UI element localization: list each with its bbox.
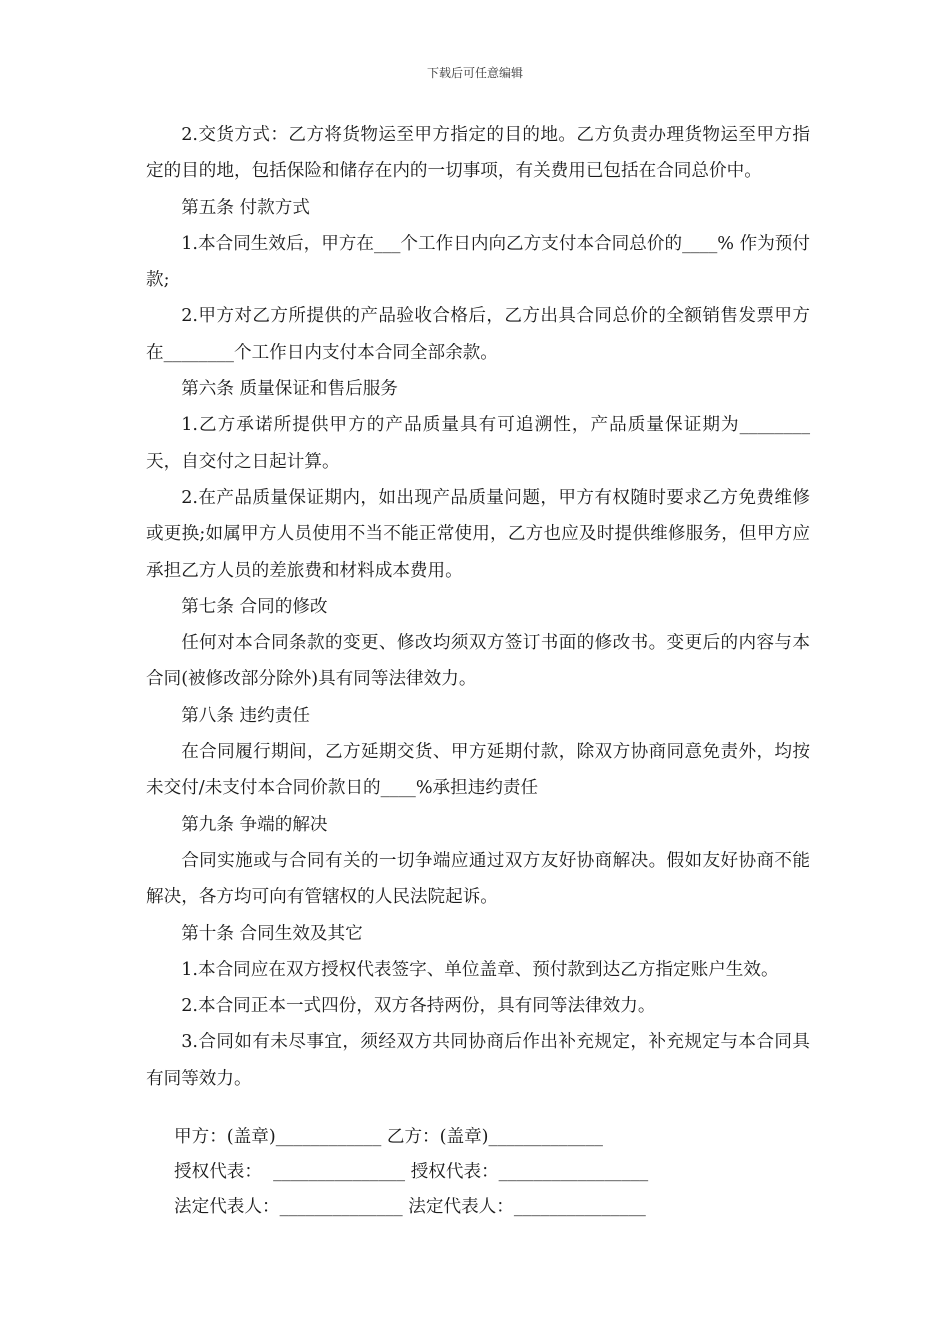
clause-5-item-2: 2.甲方对乙方所提供的产品验收合格后，乙方出具合同总价的全额销售发票甲方在________个工作日内支付本合同全部余款。 (146, 306, 810, 363)
article-7-heading: 第七条 合同的修改 (181, 596, 328, 617)
clause-10-item-3: 3.合同如有未尽事宜，须经双方共同协商后作出补充规定，补充规定与本合同具有同等效力。 (146, 1032, 810, 1089)
clause-9-text: 合同实施或与合同有关的一切争端应通过双方友好协商解决。假如友好协商不能解决，各方均可向有管辖权的人民法院起诉。 (146, 850, 810, 908)
clause-8-text: 在合同履行期间，乙方延期交货、甲方延期付款，除双方协商同意免责外，均按未交付/未支付本合同价款日的____%承担违约责任 (146, 742, 810, 799)
article-5-heading: 第五条 付款方式 (181, 197, 310, 218)
signature-party-seals: 甲方：(盖章)____________ 乙方：(盖章)_____________ (174, 1127, 603, 1147)
article-6-heading: 第六条 质量保证和售后服务 (181, 379, 398, 400)
article-10-heading: 第十条 合同生效及其它 (181, 923, 363, 944)
clause-10-item-1: 1.本合同应在双方授权代表签字、单位盖章、预付款到达乙方指定账户生效。 (181, 959, 779, 980)
signature-authorized-reps: 授权代表： _______________ 授权代表：_________________ (174, 1162, 649, 1182)
article-9-heading: 第九条 争端的解决 (181, 814, 328, 835)
clause-4-delivery-item-2: 2.交货方式：乙方将货物运至甲方指定的目的地。乙方负责办理货物运至甲方指定的目的地，包括保险和储存在内的一切事项，有关费用已包括在合同总价中。 (146, 125, 810, 182)
clause-10-item-2: 2.本合同正本一式四份，双方各持两份，具有同等法律效力。 (181, 996, 656, 1017)
article-8-heading: 第八条 违约责任 (181, 705, 310, 726)
page-header: 下载后可任意编辑 (426, 66, 523, 80)
signature-legal-reps: 法定代表人：______________ 法定代表人：_______________ (174, 1197, 646, 1217)
clause-6-item-1: 1.乙方承诺所提供甲方的产品质量具有可追溯性，产品质量保证期为________天，自交付之日起计算。 (146, 415, 810, 472)
contract-body (146, 117, 810, 1097)
clause-5-item-1: 1.本合同生效后，甲方在___个工作日内向乙方支付本合同总价的____% 作为预付款; (146, 233, 810, 291)
clause-7-text: 任何对本合同条款的变更、修改均须双方签订书面的修改书。变更后的内容与本合同(被修改部分除外)具有同等法律效力。 (146, 633, 810, 690)
clause-6-item-2: 2.在产品质量保证期内，如出现产品质量问题，甲方有权随时要求乙方免费维修或更换;如属甲方人员使用不当不能正常使用，乙方也应及时提供维修服务，但甲方应承担乙方人员的差旅费和材料成本费用。 (146, 487, 810, 581)
